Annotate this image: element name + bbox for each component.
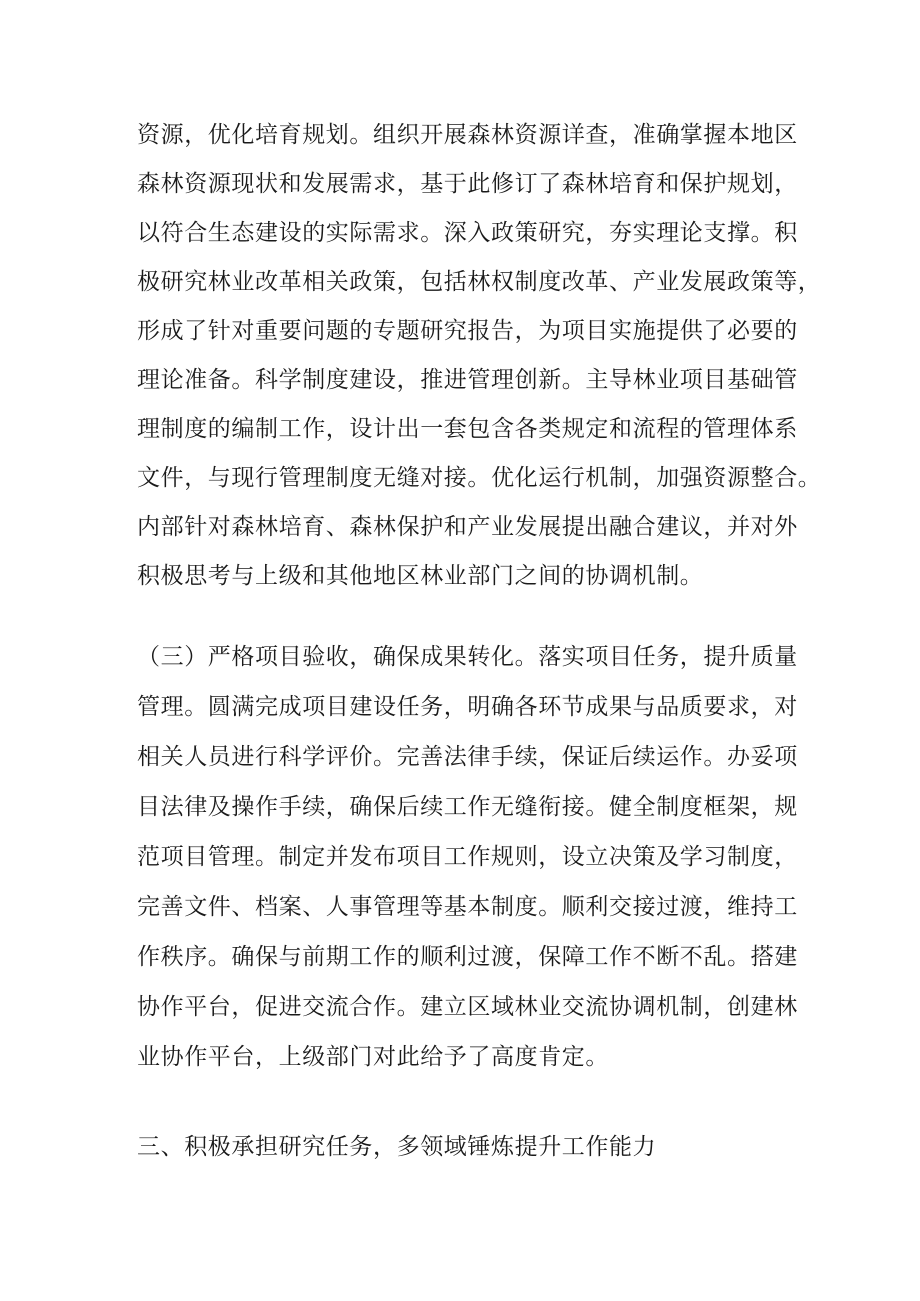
- paragraph-line: 资源，优化培育规划。组织开展森林资源详查，准确掌握本地区: [137, 122, 798, 148]
- paragraph-line: 管理。圆满完成项目建设任务，明确各环节成果与品质要求，对: [137, 694, 798, 720]
- paragraph-line: 理论准备。科学制度建设，推进管理创新。主导林业项目基础管: [137, 367, 798, 393]
- paragraph-line: 范项目管理。制定并发布项目工作规则，设立决策及学习制度，: [137, 844, 798, 870]
- paragraph-line: 目法律及操作手续，确保后续工作无缝衔接。健全制度框架，规: [137, 794, 798, 820]
- paragraph-line: 森林资源现状和发展需求，基于此修订了森林培育和保护规划，: [137, 171, 798, 197]
- paragraph-line: 协作平台，促进交流合作。建立区域林业交流协调机制，创建林: [137, 994, 798, 1020]
- paragraph-line: 业协作平台，上级部门对此给予了高度肯定。: [137, 1044, 609, 1070]
- section-heading-line: （三）严格项目验收，确保成果转化。落实项目任务，提升质量: [137, 644, 798, 670]
- paragraph-line: 完善文件、档案、人事管理等基本制度。顺利交接过渡，维持工: [137, 894, 798, 920]
- paragraph-line: 理制度的编制工作，设计出一套包含各类规定和流程的管理体系: [137, 416, 798, 442]
- paragraph-line: 内部针对森林培育、森林保护和产业发展提出融合建议，并对外: [137, 514, 798, 540]
- paragraph-line: 相关人员进行科学评价。完善法律手续，保证后续运作。办妥项: [137, 744, 798, 770]
- paragraph-line: 作秩序。确保与前期工作的顺利过渡，保障工作不断不乱。搭建: [137, 944, 798, 970]
- section-heading-3: 三、积极承担研究任务，多领域锤炼提升工作能力: [137, 1134, 657, 1160]
- paragraph-line: 形成了针对重要问题的专题研究报告，为项目实施提供了必要的: [137, 318, 798, 344]
- paragraph-line: 以符合生态建设的实际需求。深入政策研究，夯实理论支撑。积: [137, 220, 798, 246]
- paragraph-line: 积极思考与上级和其他地区林业部门之间的协调机制。: [137, 563, 704, 589]
- paragraph-line: 文件，与现行管理制度无缝对接。优化运行机制，加强资源整合。: [137, 465, 822, 491]
- paragraph-line: 极研究林业改革相关政策，包括林权制度改革、产业发展政策等，: [137, 269, 822, 295]
